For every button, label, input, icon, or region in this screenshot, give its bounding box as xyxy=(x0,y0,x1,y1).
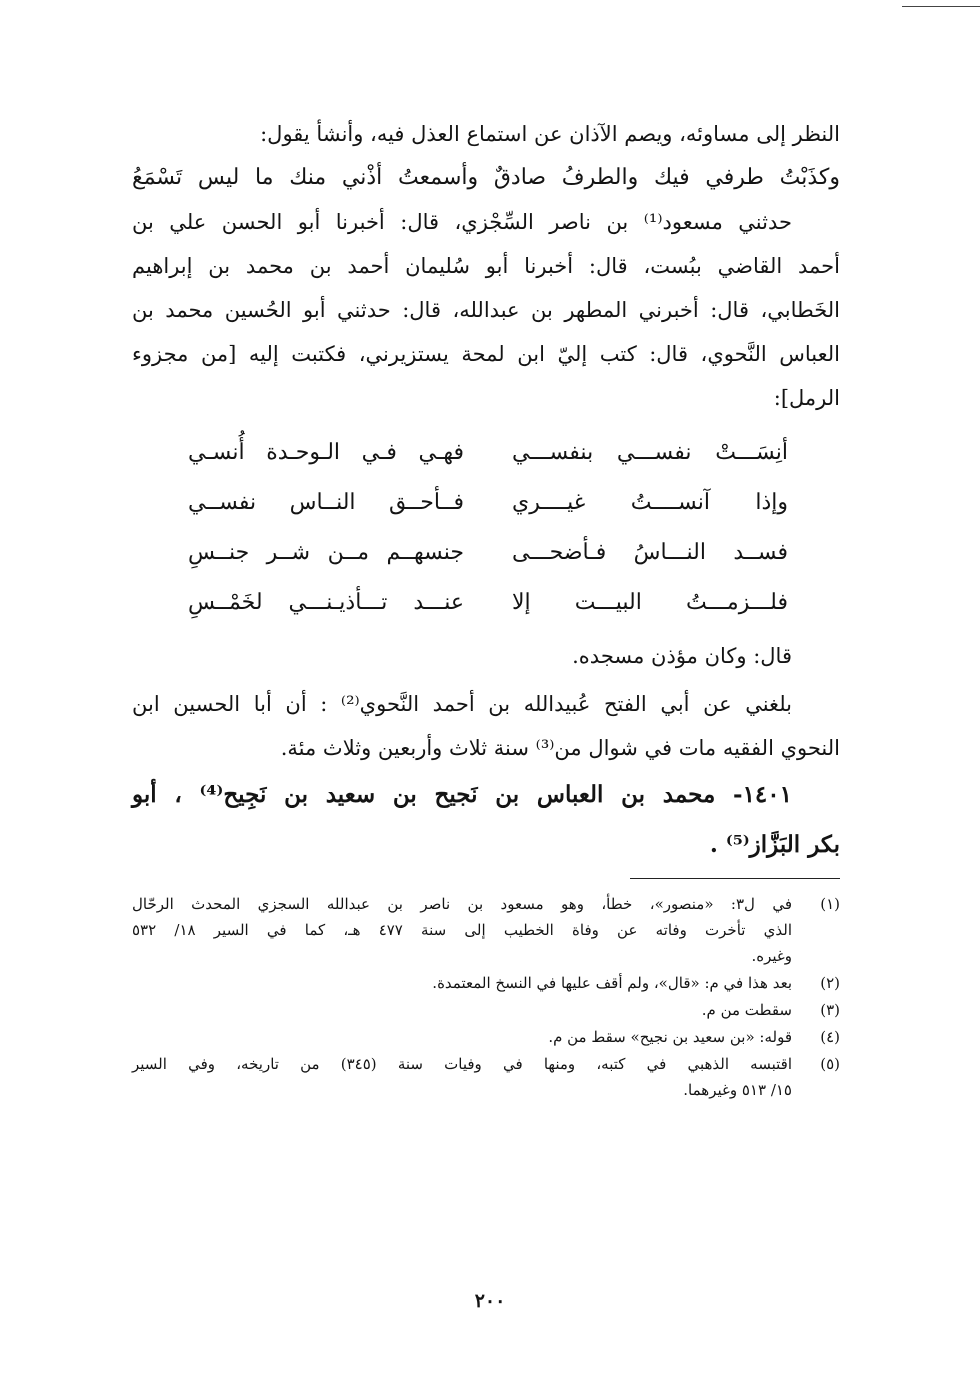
footnote-separator xyxy=(630,878,840,879)
poem-hemistich-right: فلـــزمـــتُ البيـــت إلا xyxy=(512,590,788,615)
entry-heading-line-2: بكر البَزَّاز⁽⁵⁾ . xyxy=(709,831,840,858)
footnote-text xyxy=(132,1024,792,1050)
footnote-line: بعد هذا في م: «قال»، ولم أقف عليها في النسخ المعتمدة. xyxy=(432,974,792,992)
poem-verse xyxy=(188,478,788,528)
body-line-7: الرمل]: xyxy=(773,386,840,410)
footnote-number: (٥) xyxy=(820,1055,840,1073)
footnote-line: ١٥/ ٥١٣ وغيرهما. xyxy=(683,1081,792,1099)
poem-hemistich-left: فهـي فـي الـوحـدة أُنسـي xyxy=(188,440,464,465)
footnote-line: قوله: «بن سعيد بن نجيح» سقط من م. xyxy=(548,1028,792,1046)
footnote-line: سقطت من م. xyxy=(701,1001,792,1019)
poem-hemistich-right: أنِسَـــتْ نفســـي بنفســـي xyxy=(512,440,788,465)
entry-heading-line-1: ١٤٠١- محمد بن العباس بن نَجيح بن سعيد بن نَجِيح⁽⁴⁾ ، أبو xyxy=(132,781,792,808)
poem-hemistich-right: وإذا آنســــتُ غيــــري xyxy=(512,490,788,515)
footnote-text xyxy=(132,997,792,1023)
footnote-text xyxy=(132,970,792,996)
footnote-text xyxy=(132,891,792,969)
verse-single-line: وكذَبْتُ طرفي فيك والطرفُ صادقٌ وأسمعتُ أذْني منك ما ليس تَسْمَعُ xyxy=(132,165,840,190)
footnote xyxy=(132,1024,840,1050)
page-number: ٢٠٠ xyxy=(474,1290,506,1312)
footnote xyxy=(132,891,840,969)
poem-verse xyxy=(188,528,788,578)
footnote-number: (٢) xyxy=(820,974,840,992)
body-line-1: النظر إلى مساوئه، ويصم الآذان عن استماع العذل فيه، وأنشأ يقول: xyxy=(260,122,840,146)
page-content xyxy=(132,112,840,1104)
footnote-text xyxy=(132,1051,792,1103)
para2-line-2: النحوي الفقيه مات في شوال من⁽³⁾ سنة ثلاث وأربعين وثلاث مئة. xyxy=(280,736,840,760)
after-poem-line: قال: وكان مؤذن مسجده. xyxy=(572,644,792,668)
footnote-number: (٣) xyxy=(820,1001,840,1019)
body-line-3: حدثني مسعود⁽¹⁾ بن ناصر السِّجْزي، قال: أخبرنا أبو الحسن علي بن xyxy=(132,210,792,234)
footnote xyxy=(132,1051,840,1103)
poem-hemistich-left: جنسهــم مــن شــر جنــسِ xyxy=(188,540,464,565)
poem-hemistich-left: فــأحــق النــاس نفســي xyxy=(188,490,464,515)
poem-verse xyxy=(188,578,788,628)
footnote-number: (١) xyxy=(820,895,840,913)
footnote xyxy=(132,997,840,1023)
footnote-line: الذي تأخرت وفاته عن وفاة الخطيب إلى سنة ٤٧٧ هـ، كما في السير ١٨/ ٥٣٢ xyxy=(132,921,792,939)
para2-line-1: بلغني عن أبي الفتح عُبيدالله بن أحمد النَّحوي⁽²⁾ : أن أبا الحسين ابن xyxy=(132,692,792,716)
footnote-number: (٤) xyxy=(820,1028,840,1046)
poem-verse xyxy=(188,428,788,478)
footnote xyxy=(132,970,840,996)
footnote-line: وغيره. xyxy=(751,947,792,965)
scan-edge-rule xyxy=(902,6,980,7)
poem-hemistich-left: عنـــد تـــأذيـنـــي لخَمْــسِ xyxy=(188,590,464,615)
body-line-4: أحمد القاضي ببُست، قال: أخبرنا أبو سُليمان أحمد بن محمد بن إبراهيم xyxy=(132,254,840,278)
footnote-line: اقتبسه الذهبي في كتبه، ومنها في وفيات سنة (٣٤٥) من تاريخه، وفي السير xyxy=(132,1055,792,1073)
body-line-5: الخَطابي، قال: أخبرني المطهر بن عبدالله، قال: حدثني أبو الحُسين محمد بن xyxy=(132,298,840,322)
poem-block xyxy=(132,428,840,628)
body-line-6: العباس النَّحوي، قال: كتب إليّ ابن لمحة يستزيرني، فكتبت إليه [من مجزوء xyxy=(132,342,840,366)
footnote-line: في ل٣: «منصور»، خطأ، وهو مسعود بن ناصر بن عبدالله السجزي المحدث الرحّال xyxy=(132,895,792,913)
poem-hemistich-right: فســد النـــاسُ فـأضحـــى xyxy=(512,540,788,565)
